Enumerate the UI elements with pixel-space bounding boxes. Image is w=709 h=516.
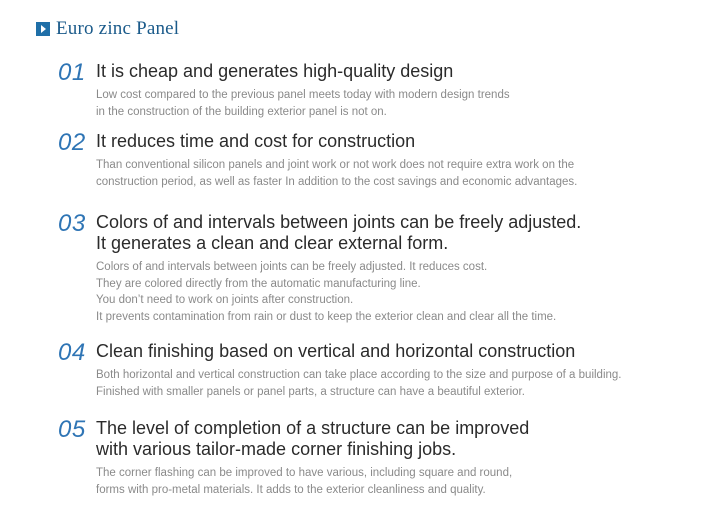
item-body (96, 212, 696, 325)
item-title: Clean finishing based on vertical and horizontal construction (96, 341, 576, 361)
item-number: 02 (58, 129, 86, 156)
item-description: Colors of and intervals between joints can be freely adjusted. It reduces cost. They are colored directly from the automatic manufacturing line. You don’t need to work on joints after construction. It prevents contamination from rain or dust to keep the exterior clean and clear all the time. (96, 261, 557, 323)
item-title: Colors of and intervals between joints can be freely adjusted. It generates a clean and clear external form. (96, 212, 582, 253)
section-header (36, 18, 179, 40)
item-title: It is cheap and generates high-quality design (96, 61, 454, 81)
item-body (96, 131, 696, 190)
item-number: 01 (58, 59, 86, 86)
play-square-icon (36, 22, 50, 36)
item-title: It reduces time and cost for construction (96, 131, 416, 151)
item-description: The corner flashing can be improved to have various, including square and round, forms with pro-metal materials. It adds to the exterior cleanliness and quality. (96, 467, 513, 496)
page-title: Euro zinc Panel (56, 18, 180, 39)
item-title: The level of completion of a structure can be improved with various tailor-made corner finishing jobs. (96, 418, 530, 459)
item-body (96, 61, 696, 120)
item-number: 03 (58, 210, 86, 237)
item-number: 04 (58, 339, 86, 366)
item-body (96, 341, 696, 400)
item-description: Both horizontal and vertical construction can take place according to the size and purpose of a building. Finished with smaller panels or panel parts, a structure can have a beautiful exterior. (96, 369, 622, 398)
item-number: 05 (58, 416, 86, 443)
item-body (96, 418, 696, 498)
item-description: Low cost compared to the previous panel meets today with modern design trends in the construction of the building exterior panel is not on. (96, 89, 510, 118)
item-description: Than conventional silicon panels and joint work or not work does not require extra work on the construction period, as well as faster In addition to the cost savings and economic advantages. (96, 159, 578, 188)
